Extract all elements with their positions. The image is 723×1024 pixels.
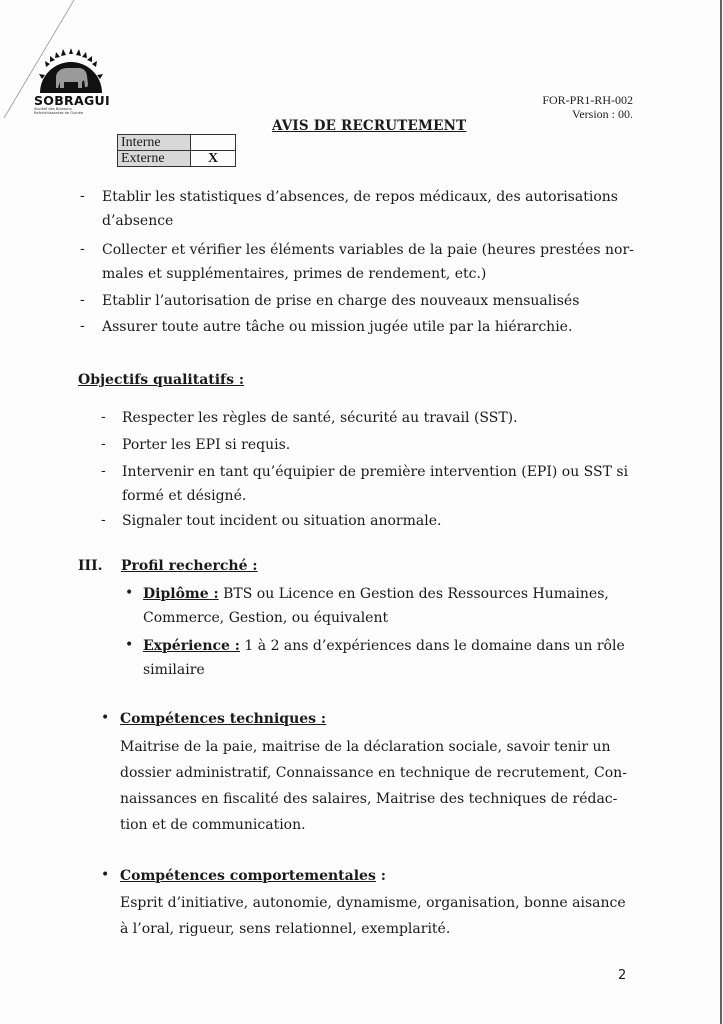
task-item-line: Collecter et vérifier les éléments variables de la paie (heures prestées nor- (102, 242, 634, 258)
list-dash: - (101, 436, 106, 452)
experience-label: Expérience : (143, 638, 240, 654)
type-row-externe (118, 151, 236, 167)
list-dash: - (80, 188, 85, 204)
competences-techniques-heading: Compétences techniques : (120, 711, 327, 727)
doc-version: Version : 00. (572, 107, 633, 121)
heading-colon: : (375, 868, 386, 884)
objectif-item-line: Signaler tout incident ou situation anormale. (122, 513, 442, 529)
list-dash: - (80, 318, 85, 334)
list-dash: - (80, 292, 85, 308)
experience-line (143, 634, 625, 658)
list-dash: - (101, 463, 106, 479)
type-check (191, 135, 236, 151)
bullet-icon: • (101, 710, 110, 726)
experience-line-2: similaire (143, 662, 205, 678)
task-item-line: Assurer toute autre tâche ou mission jugée utile par la hiérarchie. (102, 319, 573, 335)
task-item-line: males et supplémentaires, primes de rendement, etc.) (102, 266, 487, 282)
page-number: 2 (618, 968, 627, 983)
scan-edge (720, 0, 722, 1024)
competences-techniques-line: Maitrise de la paie, maitrise de la déclaration sociale, savoir tenir un (120, 739, 611, 755)
company-subtitle-1: Société des Boissons (34, 107, 72, 111)
competences-comportementales-line: à l’oral, rigueur, sens relationnel, exemplarité. (120, 921, 451, 937)
competences-comportementales-line: Esprit d’initiative, autonomie, dynamisme, organisation, bonne aisance (120, 895, 626, 911)
list-dash: - (80, 241, 85, 257)
list-dash: - (101, 409, 106, 425)
diplome-line (143, 582, 609, 606)
type-label: Interne (118, 135, 191, 151)
bullet-icon: • (125, 585, 134, 601)
task-item-line: d’absence (102, 213, 174, 229)
type-check: X (191, 151, 236, 167)
diplome-text: BTS ou Licence en Gestion des Ressources Humaines, (223, 586, 609, 602)
bullet-icon: • (125, 637, 134, 653)
type-label: Externe (118, 151, 191, 167)
objectif-item-line: Respecter les règles de santé, sécurité au travail (SST). (122, 410, 518, 426)
competences-comportementales-heading: Compétences comportementales (120, 868, 376, 884)
recruitment-type-table (117, 134, 236, 167)
document-reference (542, 93, 633, 121)
task-item-line: Etablir l’autorisation de prise en charge des nouveaux mensualisés (102, 293, 580, 309)
doc-ref-code: FOR-PR1-RH-002 (542, 93, 633, 107)
experience-text: 1 à 2 ans d’expériences dans le domaine dans un rôle (244, 638, 625, 654)
objectifs-heading: Objectifs qualitatifs : (78, 372, 244, 388)
company-name: SOBRAGUI (34, 93, 110, 108)
company-logo (34, 46, 124, 116)
competences-techniques-line: tion et de communication. (120, 817, 306, 833)
profil-heading: Profil recherché : (121, 558, 258, 574)
objectif-item-line: formé et désigné. (122, 488, 247, 504)
objectif-item-line: Intervenir en tant qu’équipier de première intervention (EPI) ou SST si (122, 464, 629, 480)
competences-techniques-line: naissances en fiscalité des salaires, Maitrise des techniques de rédac- (120, 791, 618, 807)
diplome-line-2: Commerce, Gestion, ou équivalent (143, 610, 389, 626)
elephant-sun-icon (36, 46, 106, 94)
list-dash: - (101, 512, 106, 528)
section-number: III. (78, 558, 103, 574)
company-subtitle-2: Rafraîchissantes de Guinée (34, 111, 84, 116)
bullet-icon: • (101, 867, 110, 883)
diplome-label: Diplôme : (143, 586, 219, 602)
objectif-item-line: Porter les EPI si requis. (122, 437, 291, 453)
type-row-interne (118, 135, 236, 151)
task-item-line: Etablir les statistiques d’absences, de repos médicaux, des autorisations (102, 189, 618, 205)
competences-comportementales-heading-line (120, 864, 386, 888)
competences-techniques-line: dossier administratif, Connaissance en technique de recrutement, Con- (120, 765, 627, 781)
page-title: AVIS DE RECRUTEMENT (272, 118, 467, 134)
